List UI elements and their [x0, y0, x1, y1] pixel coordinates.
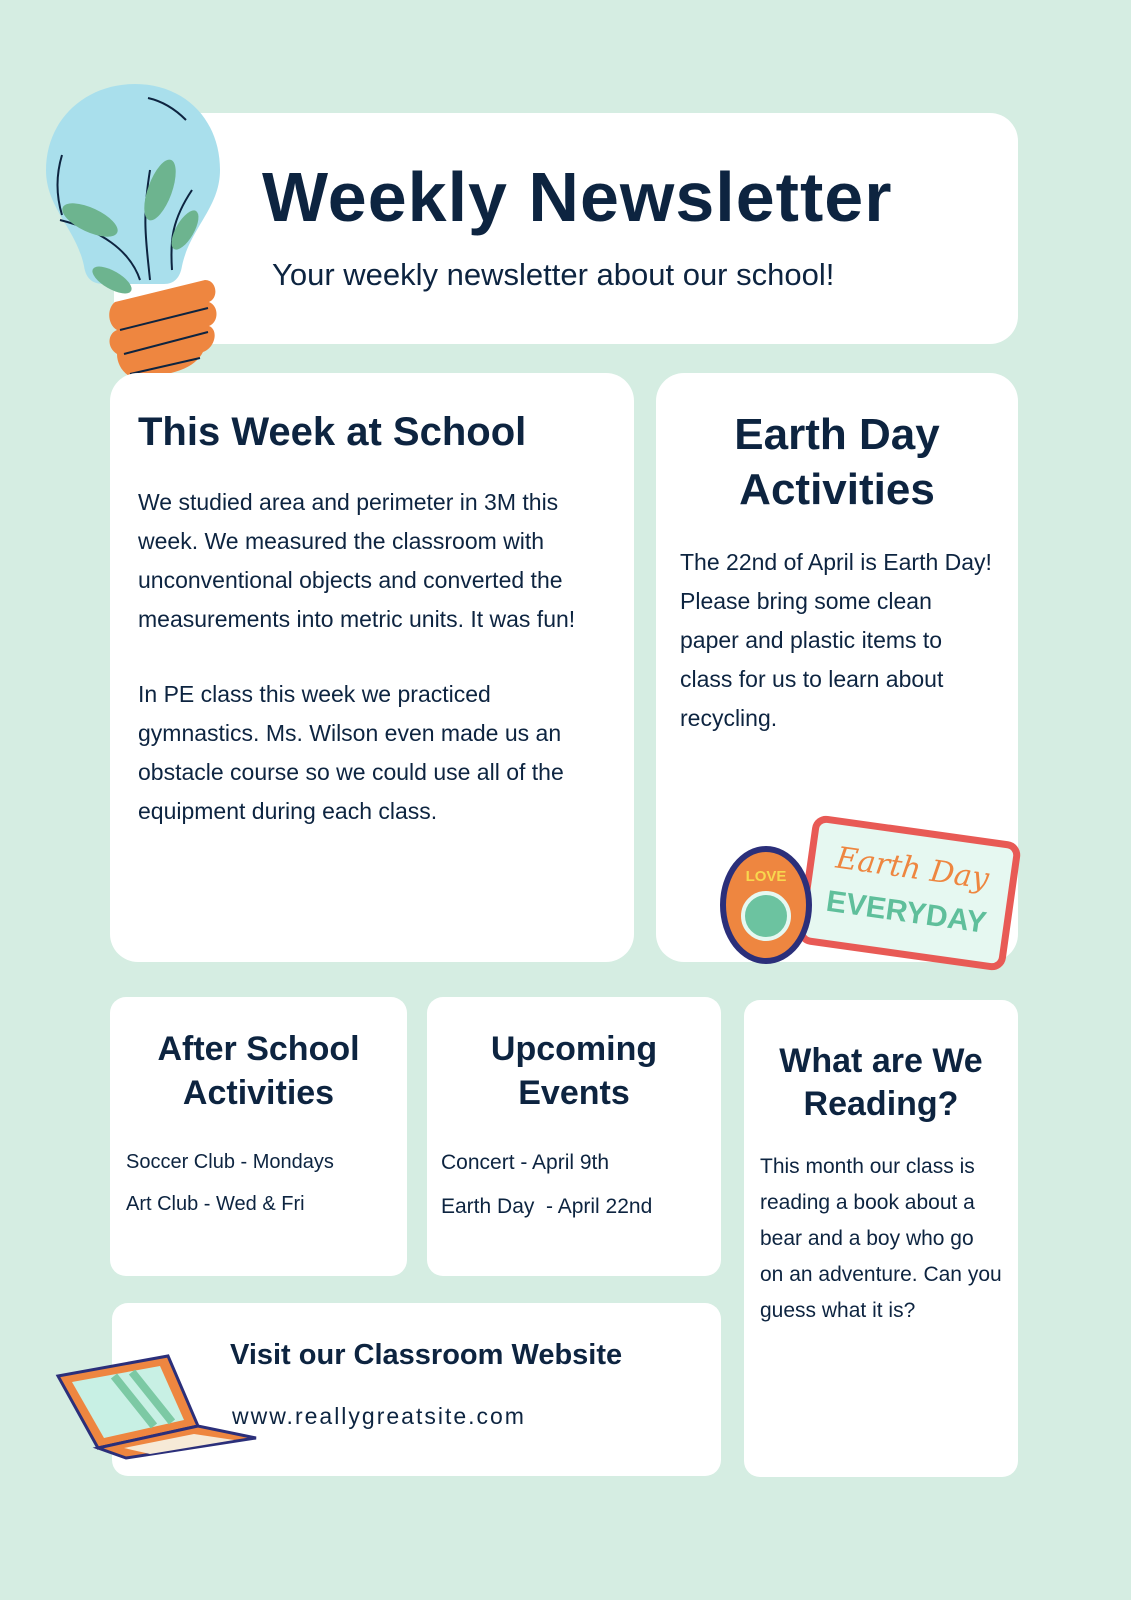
event-item: Concert - April 9th [441, 1151, 610, 1175]
after-school-card [110, 997, 407, 1276]
reading-title: What are We Reading? [779, 1042, 983, 1123]
earth-day-everyday-label: Earth Day EVERYDAY [796, 814, 1022, 972]
this-week-paragraph-1: We studied area and perimeter in 3M this week. We measured the classroom with unconventional objects and converted the measurements into metric units. It was fun! [138, 489, 576, 632]
page-title: Weekly Newsletter [262, 158, 893, 236]
events-title: Upcoming Events [490, 1030, 658, 1113]
website-title: Visit our Classroom Website [230, 1339, 623, 1371]
reading-card [744, 1000, 1018, 1477]
page-subtitle: Your weekly newsletter about our school! [272, 257, 835, 292]
this-week-title: This Week at School [138, 410, 527, 454]
this-week-card [110, 373, 634, 962]
earth-day-sticker [720, 818, 1030, 978]
love-earth-badge: LOVE [720, 846, 812, 964]
earth-day-title: Earth Day Activities [734, 410, 940, 514]
after-school-item: Art Club - Wed & Fri [126, 1193, 305, 1216]
after-school-item: Soccer Club - Mondays [126, 1151, 334, 1174]
website-link[interactable]: www.reallygreatsite.com [232, 1403, 526, 1429]
laptop-icon [54, 1352, 260, 1462]
earth-day-body: The 22nd of April is Earth Day! Please bring some clean paper and plastic items to class for us to learn about recycling. [680, 549, 992, 731]
event-item: Earth Day - April 22nd [441, 1195, 653, 1219]
this-week-paragraph-2: In PE class this week we practiced gymnastics. Ms. Wilson even made us an obstacle course so we could use all of the equipment during each class. [138, 681, 564, 824]
lightbulb-plant-icon [40, 80, 230, 380]
globe-icon [741, 891, 791, 941]
upcoming-events-card [427, 997, 721, 1276]
after-school-title: After School Activities [157, 1030, 360, 1113]
header-card [114, 113, 1018, 344]
reading-body: This month our class is reading a book about a bear and a boy who go on an adventure. Can you guess what it is? [760, 1155, 1002, 1322]
